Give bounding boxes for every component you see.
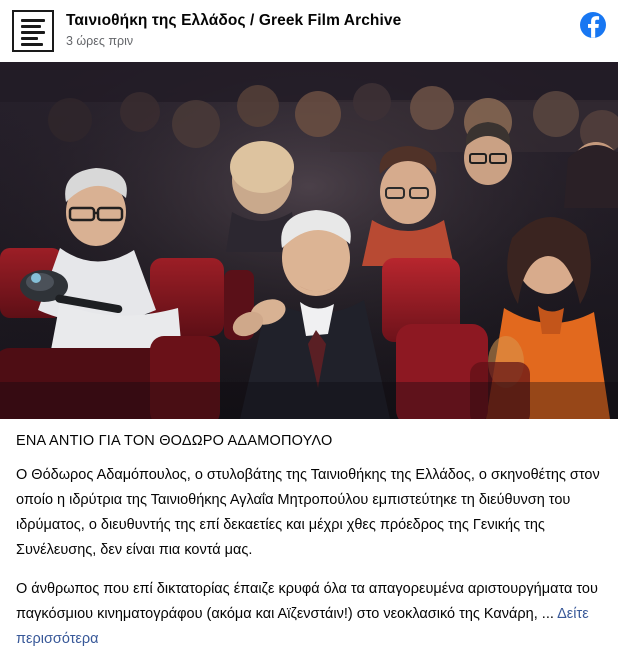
see-more-link[interactable]: Δείτε περισσότερα	[16, 606, 589, 647]
caption-paragraph-2-text: Ο άνθρωπος που επί δικτατορίας έπαιζε κρυφά όλα τα απαγορευμένα αριστουργήματα του παγκόσμιου κινηματογράφου (ακόμα και Αϊζενστάιν!) στο νεοκλασικό της Κανάρη, ...	[16, 581, 598, 622]
facebook-icon[interactable]	[580, 12, 606, 38]
caption-paragraph-2	[16, 577, 602, 652]
caption-title: ΕΝΑ ΑΝΤΙΟ ΓΙΑ ΤΟΝ ΘΟΔΩΡΟ ΑΔΑΜΟΠΟΥΛΟ	[16, 433, 333, 449]
post-caption	[0, 419, 618, 662]
film-archive-logo-icon[interactable]	[12, 10, 54, 52]
post-timestamp[interactable]: 3 ώρες πριν	[66, 34, 134, 48]
logo-bars	[21, 19, 45, 43]
cinema-audience-photo[interactable]	[0, 62, 618, 419]
caption-paragraph-1: Ο Θόδωρος Αδαμόπουλος, ο στυλοβάτης της Ταινιοθήκης της Ελλάδος, ο σκηνοθέτης στον οποίο η ιδρύτρια της Ταινιοθήκης Αγλαΐα Μητροπούλου εμπιστεύτηκε τη διεύθυνση του ιδρύματος, ο διευθυντής της επί δεκαετίες και μέχρι χθες πρόεδρος της Γενικής της Συνέλευσης, δεν είναι πια κοντά μας.	[16, 467, 600, 558]
page-name[interactable]: Ταινιοθήκη της Ελλάδος / Greek Film Archive	[66, 12, 402, 29]
post-header	[0, 0, 618, 62]
